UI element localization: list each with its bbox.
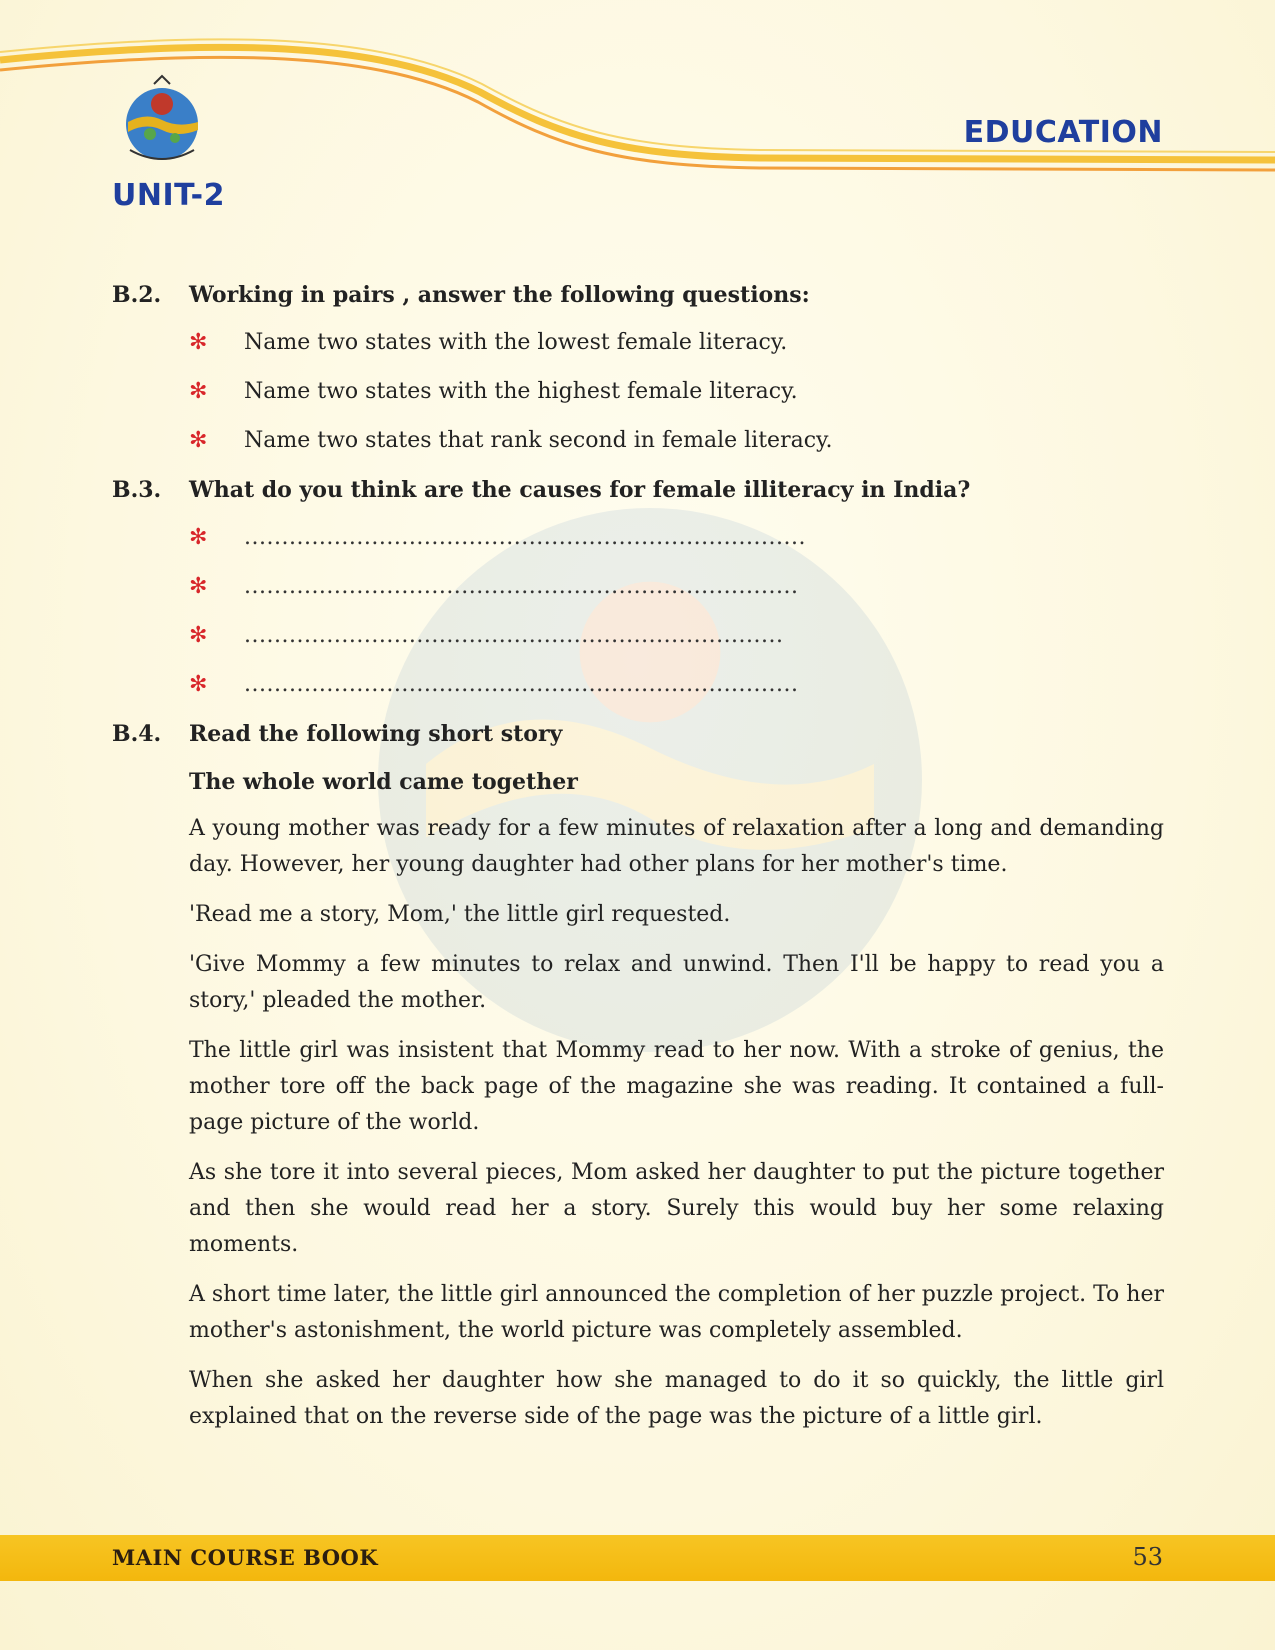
story-paragraph: 'Read me a story, Mom,' the little girl requested. (189, 902, 731, 927)
dotted-line: .......................................................................... (244, 574, 799, 599)
b3-answer-lines (189, 523, 1164, 700)
question-number: B.2. (112, 282, 162, 308)
story-title: The whole world came together (189, 769, 578, 795)
story-paragraph: A short time later, the little girl announced the completion of her puzzle project. To her mother's astonishment, the world picture was completely assembled. (189, 1282, 1164, 1343)
asterisk-icon: ✻ (189, 428, 208, 453)
asterisk-icon: ✻ (189, 623, 208, 648)
story-paragraph: A young mother was ready for a few minutes of relaxation after a long and demanding day. However, her young daughter had other plans for her mother's time. (189, 816, 1164, 877)
question-b2 (112, 280, 1164, 310)
list-item (189, 426, 1164, 456)
list-item (189, 377, 1164, 407)
footer-book-title: MAIN COURSE BOOK (112, 1545, 379, 1570)
asterisk-icon: ✻ (189, 379, 208, 404)
dotted-line: ........................................................................... (244, 525, 806, 550)
question-text: Read the following short story (189, 721, 563, 747)
question-text: What do you think are the causes for female illiteracy in India? (189, 477, 971, 503)
story-paragraph: When she asked her daughter how she managed to do it so quickly, the little girl explained that on the reverse side of the page was the picture of a little girl. (189, 1368, 1164, 1429)
question-number: B.4. (112, 721, 162, 747)
dotted-line: ........................................................................ (244, 623, 784, 648)
list-item (189, 328, 1164, 358)
asterisk-icon: ✻ (189, 672, 208, 697)
story-paragraph: As she tore it into several pieces, Mom asked her daughter to put the picture together and then she would read her a story. Surely this would buy her some relaxing moments. (189, 1160, 1164, 1257)
dotted-line: .......................................................................... (244, 672, 799, 697)
list-item-text: Name two states that rank second in female literacy. (244, 428, 833, 453)
asterisk-icon: ✻ (189, 525, 208, 550)
answer-line[interactable] (189, 670, 1164, 700)
question-text: Working in pairs , answer the following questions: (189, 282, 810, 308)
asterisk-icon: ✻ (189, 330, 208, 355)
story-paragraph: 'Give Mommy a few minutes to relax and unwind. Then I'll be happy to read you a story,' pleaded the mother. (189, 952, 1164, 1013)
list-item-text: Name two states with the highest female literacy. (244, 379, 798, 404)
section-title: EDUCATION (963, 115, 1163, 150)
list-item-text: Name two states with the lowest female literacy. (244, 330, 788, 355)
main-content (112, 280, 1164, 1449)
b2-list (189, 328, 1164, 456)
answer-line[interactable] (189, 523, 1164, 553)
story (189, 767, 1164, 1435)
asterisk-icon: ✻ (189, 574, 208, 599)
unit-label: UNIT-2 (112, 178, 226, 213)
answer-line[interactable] (189, 621, 1164, 651)
question-b4 (112, 719, 1164, 749)
story-paragraph: The little girl was insistent that Mommy read to her now. With a stroke of genius, the mother tore off the back page of the magazine she was reading. It contained a full-page picture of the world. (189, 1038, 1164, 1135)
page-number: 53 (1132, 1543, 1163, 1571)
question-number: B.3. (112, 477, 162, 503)
cbse-logo-icon (112, 72, 212, 182)
question-b3 (112, 475, 1164, 505)
answer-line[interactable] (189, 572, 1164, 602)
